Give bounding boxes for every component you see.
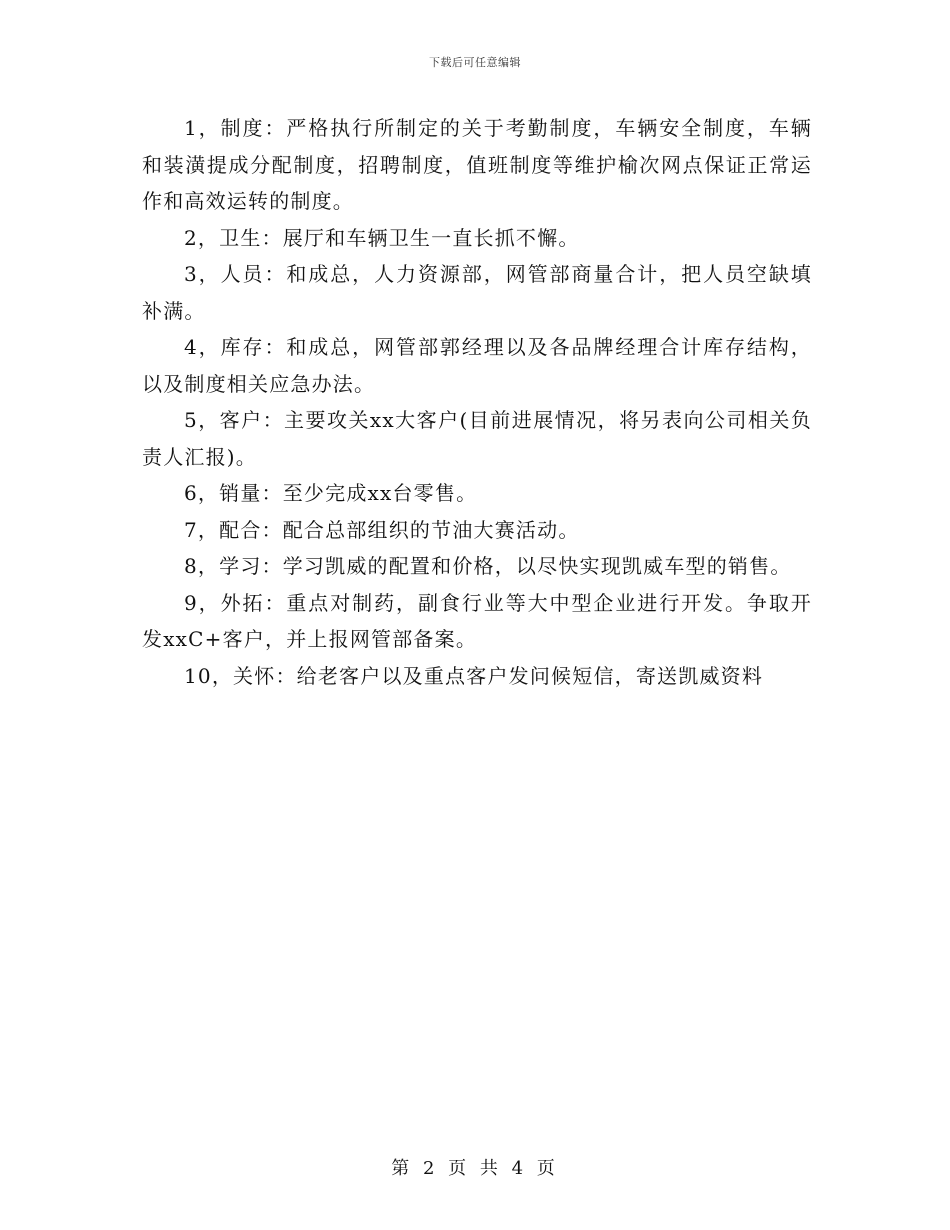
paragraph-7: 7，配合：配合总部组织的节油大赛活动。 bbox=[184, 517, 580, 542]
paragraph-8: 8，学习：学习凯威的配置和价格，以尽快实现凯威车型的销售。 bbox=[184, 554, 792, 578]
paragraph-5: 5，客户：主要攻关xx大客户(目前进展情况，将另表向公司相关负责人汇报)。 bbox=[142, 408, 812, 469]
paragraph-2: 2，卫生：展厅和车辆卫生一直长抓不懈。 bbox=[184, 225, 580, 250]
header-note: 下载后可任意编辑 bbox=[429, 56, 521, 69]
paragraph-1: 1，制度：严格执行所制定的关于考勤制度，车辆安全制度，车辆和装潢提成分配制度，招聘制度，值班制度等维护榆次网点保证正常运作和高效运转的制度。 bbox=[142, 116, 812, 213]
paragraph-6: 6，销量：至少完成xx台零售。 bbox=[184, 481, 478, 505]
page-number-footer: 第 2 页 共 4 页 bbox=[391, 1158, 559, 1179]
paragraph-4: 4，库存：和成总，网管部郭经理以及各品牌经理合计库存结构，以及制度相关应急办法。 bbox=[142, 335, 812, 396]
paragraph-9: 9，外拓：重点对制药，副食行业等大中型企业进行开发。争取开发xxC+客户，并上报网管部备案。 bbox=[142, 590, 812, 651]
document-body bbox=[142, 110, 812, 694]
paragraph-10: 10，关怀：给老客户以及重点客户发问候短信，寄送凯威资料 bbox=[184, 663, 764, 688]
paragraph-3: 3，人员：和成总，人力资源部，网管部商量合计，把人员空缺填补满。 bbox=[142, 262, 812, 323]
